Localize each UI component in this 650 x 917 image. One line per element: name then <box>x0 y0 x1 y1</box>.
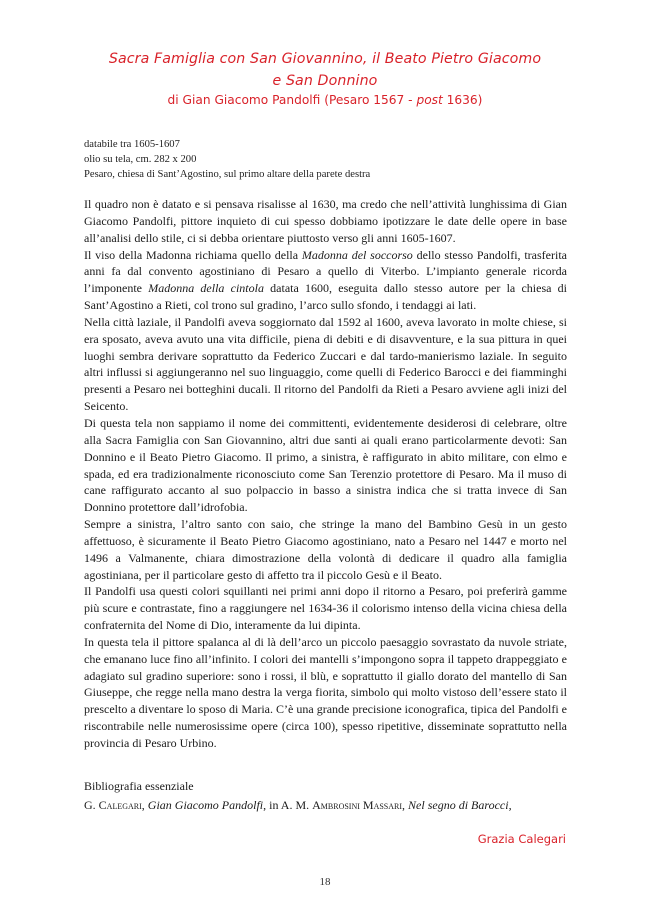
subtitle-post: post <box>416 93 443 107</box>
subtitle-suffix: 1636) <box>442 93 483 107</box>
bibliography-heading: Bibliografia essenziale <box>84 779 194 793</box>
bib-author1-name: Calegari <box>98 798 142 812</box>
title-line-1: Sacra Famiglia con San Giovannino, il Beato Pietro Giacomo <box>108 51 542 67</box>
paragraph-2 <box>84 247 567 314</box>
paragraph-2-italic-a: Madonna del soccorso <box>301 247 413 262</box>
bib-author1-initial: G. <box>84 798 99 812</box>
paragraph-2-text-c: datata 1600, eseguita dallo stesso autore per la chiesa di Sant’Agostino a Rieti, col trono sul gradino, l’arco sullo sfondo, i tendaggi ai lati. <box>84 281 567 313</box>
bibliography <box>84 777 584 815</box>
page-subtitle <box>40 92 610 108</box>
artwork-location: Pesaro, chiesa di Sant’Agostino, sul primo altare della parete destra <box>84 169 371 180</box>
bibliography-entry <box>84 796 584 815</box>
page-number: 18 <box>319 876 331 888</box>
title-line-2: e San Donnino <box>272 73 378 89</box>
bib-sep2: , in A. M. <box>263 798 313 812</box>
paragraph-2-text-a: Il viso della Madonna richiama quello della <box>84 247 302 262</box>
paragraph-4: Di questa tela non sappiamo il nome dei committenti, evidentemente desiderosi di celebrare, oltre alla Sacra Famiglia con San Giovannino, altri due santi ai quali erano particolarmente devoti: San Donnino e il Beato Pietro Giacomo. Il primo, a sinistra, è raffigurato in abito militare, con elmo e spada, ed era tradizionalmente riconosciuto come San Terenzio protettore di Pesaro. Ma il muso di cane raffigurato accanto al suo polpaccio in basso a sinistra indica che si tratta invece di San Donnino protettore dall’idrofobia. <box>84 415 567 515</box>
subtitle-prefix: di Gian Giacomo Pandolfi (Pesaro 1567 - <box>167 93 417 107</box>
bib-work1: Gian Giacomo Pandolfi <box>147 798 264 812</box>
author-signature: Grazia Calegari <box>477 832 566 846</box>
paragraph-1: Il quadro non è datato e si pensava risalisse al 1630, ma credo che nell’attività lunghissima di Gian Giacomo Pandolfi, pittore inquieto di cui spesso dobbiamo ipotizzare le date delle opere in base all’analisi dello stile, ci si debba orientare piuttosto verso gli anni 1605-1607. <box>84 197 567 245</box>
article-body <box>84 196 567 752</box>
bib-work2: Nel segno di Barocci, <box>408 798 512 812</box>
artwork-dating: databile tra 1605-1607 <box>84 139 180 150</box>
paragraph-5: Sempre a sinistra, l’altro santo con saio, che stringe la mano del Bambino Gesù in un gesto affettuoso, è sicuramente il Beato Pietro Giacomo agostiniano, nato a Pesaro nel 1447 e morto nel 1496 a Valmanente, chiara dimostrazione della volontà di dedicare il quadro alla famiglia agostiniana, per il particolare gesto di affetto tra il piccolo Gesù e il Beato. <box>84 517 567 582</box>
artwork-medium: olio su tela, cm. 282 x 200 <box>84 154 197 165</box>
paragraph-7: In questa tela il pittore spalanca al di là dell’arco un piccolo paesaggio sovrastato da nuvole striate, che emanano luce fino all’infinito. I colori dei mantelli s’impongono sopra il tappeto drappeggiato e adagiato sul gradino superiore: sono i rossi, il blù, e soprattutto il giallo dorato del mantello di San Giuseppe, che regge nella mano destra la verga fiorita, simbolo qui molto vistoso dell’essere stato il prescelto a diventare lo sposo di Maria. C’è una grande precisione iconografica, tipica del Pandolfi e riscontrabile nelle numerosissime opere (circa 100), spesso ripetitive, disseminate soprattutto nella provincia di Pesaro Urbino. <box>84 634 567 750</box>
paragraph-3: Nella città laziale, il Pandolfi aveva soggiornato dal 1592 al 1600, aveva lavorato in molte chiese, si era sposato, aveva avuto una vita difficile, piena di debiti e di disavventure, e la sua pittura in quei luoghi sembra derivare soprattutto da Federico Zuccari e dal tardo-manierismo laziale. In seguito altri influssi si aggiungeranno nel suo linguaggio, come quelli di Federico Barocci e dei fiamminghi presenti a Pesaro nei botteghini ducali. Il ritorno del Pandolfi da Rieti a Pesaro avviene agli inizi del Seicento. <box>84 314 567 414</box>
bib-sep1: , <box>141 798 148 812</box>
bib-sep3: , <box>402 798 409 812</box>
page-title <box>40 48 610 92</box>
paragraph-2-italic-b: Madonna della cintola <box>148 281 264 296</box>
bib-author2-name: Ambrosini Massari <box>312 798 403 812</box>
artwork-metadata <box>84 137 564 182</box>
paragraph-2-text-b: dello stesso Pandolfi, trasferita anni fa dal convento agostiniano di Pesaro a quello di Viterbo. L’impianto generale ricorda l’imponente <box>84 247 567 296</box>
paragraph-6: Il Pandolfi usa questi colori squillanti nei primi anni dopo il ritorno a Pesaro, poi preferirà gamme più scure e contrastate, fino a raggiungere nel 1634-36 il colorismo intenso della vicina chiesa della confraternita del Nome di Dio, interamente da lui dipinta. <box>84 584 567 633</box>
